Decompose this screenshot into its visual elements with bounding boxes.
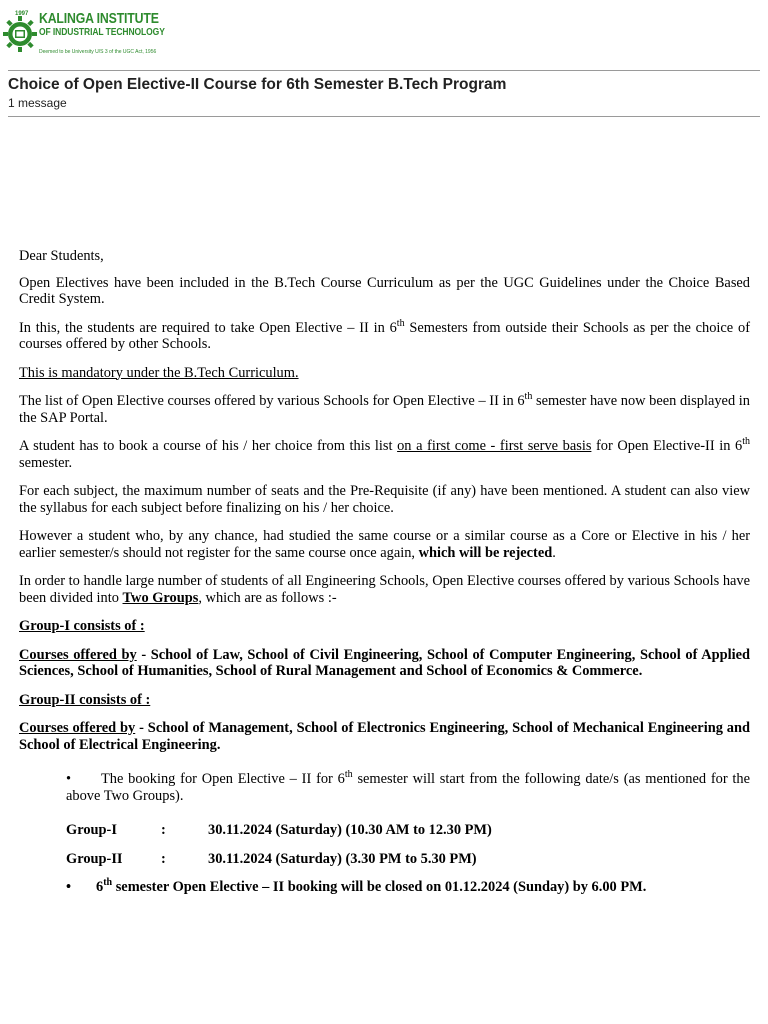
group-1-courses [19,647,750,680]
header-divider [8,70,760,71]
logo-title: KALINGA INSTITUTE [39,10,159,27]
text: on a first come - first serve basis [397,438,592,454]
slot-detail: 30.11.2024 (Saturday) (10.30 AM to 12.30 PM) [208,822,492,838]
superscript: th [524,391,533,403]
kiit-logo [3,6,165,62]
text: However a student who, by any chance, had studied the same course or a similar course as a Core or Elective in his / her earlier semester/s should not register for the same course once again, [19,528,750,561]
logo-subtitle: OF INDUSTRIAL TECHNOLOGY [39,27,165,38]
message-count: 1 message [8,96,67,110]
text: Semesters from outside their Schools as per the choice of courses offered by other Schools. [19,319,750,352]
email-body [19,248,750,908]
kiit-emblem-icon [3,6,37,56]
paragraph-open-electives: Open Electives have been included in the B.Tech Course Curriculum as per the UGC Guidelines under the Choice Based Credit System. [19,274,750,307]
paragraph-requirement [19,317,750,353]
text: . [552,544,556,561]
email-subject: Choice of Open Elective-II Course for 6th Semester B.Tech Program [8,76,507,93]
text: , which are as follows :- [198,589,337,606]
paragraph-booking [19,438,750,471]
text: The booking for Open Elective – II for 6 [101,771,345,787]
booking-close-bullet [66,879,750,896]
group-2-courses [19,720,750,753]
booking-details [66,771,750,896]
text: - School of Management, School of Electronics Engineering, School of Mechanical Engineering and School of Electrical Engineering. [19,720,750,753]
greeting: Dear Students, [19,248,104,264]
superscript: th [344,769,353,781]
logo-tagline: Deemed to be University U/S 3 of the UGC Act, 1956 [39,49,157,55]
slot-group-1 [66,822,750,839]
text: The list of Open Elective courses offered by various Schools for Open Elective – II in 6 [19,393,525,409]
text: Courses offered by [19,646,137,663]
booking-start-bullet [66,771,750,804]
superscript: th [396,317,405,329]
slot-colon: : [161,822,166,838]
text: which will be rejected [418,544,553,561]
slot-colon: : [161,850,166,867]
text: In this, the students are required to take Open Elective – II in 6 [19,319,397,336]
paragraph-groups [19,573,750,606]
slot-group: Group-II [66,850,123,867]
text: This is mandatory under the B.Tech Curriculum. [19,364,299,381]
paragraph-rejection [19,528,750,561]
text: semester Open Elective – II booking will be closed on 01.12.2024 (Sunday) by 6.00 PM. [112,879,647,895]
text: - School of Law, School of Civil Engineering, School of Computer Engineering, School of Applied Sciences, School of Humanities, School of Rural Management and School of Economics & Commerce. [19,646,750,679]
bullet-icon: • [66,771,72,787]
slot-group: Group-I [66,822,117,838]
group-2-heading [19,692,750,709]
bullet-icon: • [66,879,72,895]
text: Courses offered by [19,720,136,736]
text: In order to handle large number of students of all Engineering Schools, Open Elective courses offered by various Schools have been divided into [19,573,750,606]
slot-group-2 [66,851,750,868]
superscript: th [103,877,113,889]
text: 6 [96,879,104,895]
text: Group-I consists of : [19,618,145,634]
subject-divider [8,116,760,117]
text: Group-II consists of : [19,691,151,708]
text: semester have now been displayed in the SAP Portal. [19,393,750,426]
group-1-heading [19,618,750,635]
slot-detail: 30.11.2024 (Saturday) (3.30 PM to 5.30 PM) [208,850,477,867]
text: for Open Elective-II in 6 [591,438,743,454]
text: semester will start from the following date/s (as mentioned for the above Two Groups). [66,771,750,804]
svg-text:1997: 1997 [15,11,29,17]
paragraph-mandatory [19,365,750,382]
text: Two Groups [122,589,199,606]
paragraph-list-displayed [19,393,750,426]
superscript: th [742,436,750,448]
paragraph-seats: For each subject, the maximum number of seats and the Pre-Requisite (if any) have been mentioned. A student can also view the syllabus for each subject before finalizing on his / her choice. [19,483,750,516]
text: semester. [19,454,73,471]
text: A student has to book a course of his / her choice from this list [19,438,398,454]
